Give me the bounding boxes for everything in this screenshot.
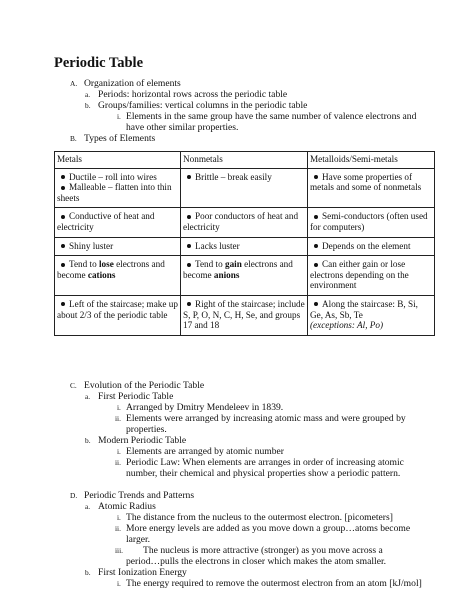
- bullet-icon: [61, 175, 65, 179]
- table-cell: [308, 168, 435, 208]
- list-item: Modern Periodic Table: [98, 435, 187, 446]
- table-row: [55, 168, 435, 208]
- column-header: Nonmetals: [181, 152, 308, 169]
- list-marker: iii.: [115, 546, 124, 555]
- bullet-icon: [187, 302, 191, 306]
- section-c-heading: Evolution of the Periodic Table: [84, 380, 205, 391]
- cell-note: (exceptions: Al, Po): [310, 320, 384, 331]
- list-marker: a.: [85, 502, 91, 511]
- cell-text-bold: gain: [224, 259, 242, 270]
- cell-text: Have some properties of metals and some of nonmetals: [310, 171, 422, 193]
- table-cell: [308, 295, 435, 335]
- bullet-icon: [187, 263, 191, 267]
- list-marker: i.: [117, 447, 121, 456]
- list-item-continuation: period…pulls the electrons in closer which makes the atom smaller.: [126, 556, 387, 567]
- bullet-icon: [61, 244, 65, 248]
- cell-text: Semi-conductors (often used for computers): [310, 211, 428, 232]
- section-d-marker: D.: [70, 491, 78, 500]
- cell-text: Ductile – roll into wires: [69, 171, 157, 182]
- list-item-continuation: larger.: [126, 534, 151, 545]
- section-a-heading: Organization of elements: [84, 78, 181, 89]
- bullet-icon: [187, 215, 191, 219]
- table-cell: [181, 237, 308, 256]
- cell-text: Tend to: [195, 259, 225, 270]
- cell-text: Depends on the element: [322, 240, 411, 251]
- list-marker: a.: [85, 90, 91, 99]
- cell-text: Poor conductors of heat and electricity: [183, 211, 299, 232]
- table-row: [55, 295, 435, 335]
- cell-text: Brittle – break easily: [195, 171, 272, 182]
- list-marker: ii.: [115, 458, 121, 467]
- bullet-icon: [61, 215, 65, 219]
- list-marker: ii.: [115, 524, 121, 533]
- table-cell: [181, 208, 308, 237]
- bullet-icon: [314, 175, 318, 179]
- bullet-icon: [314, 263, 318, 267]
- list-item: First Ionization Energy: [98, 567, 187, 578]
- table-row: [55, 208, 435, 237]
- section-d-heading: Periodic Trends and Patterns: [84, 490, 195, 501]
- table-cell: [308, 237, 435, 256]
- list-item: Atomic Radius: [98, 501, 156, 512]
- page-title: Periodic Table: [54, 55, 144, 71]
- list-marker: b.: [85, 436, 91, 445]
- bullet-icon: [61, 263, 65, 267]
- section-b-heading: Types of Elements: [84, 133, 156, 144]
- table-cell: [55, 208, 181, 237]
- cell-text: Lacks luster: [195, 240, 240, 251]
- table-cell: [181, 295, 308, 335]
- bullet-icon: [314, 302, 318, 306]
- cell-text: electrons and become: [183, 259, 293, 280]
- list-item: The nucleus is more attractive (stronger) as you move across a: [143, 545, 383, 556]
- table-cell: [181, 256, 308, 296]
- list-item: More energy levels are added as you move down a group…atoms become: [126, 523, 411, 534]
- bullet-icon: [314, 244, 318, 248]
- list-marker: b.: [85, 568, 91, 577]
- list-item-continuation: properties.: [126, 424, 167, 435]
- table-cell: [55, 237, 181, 256]
- column-header: Metals: [55, 152, 181, 169]
- cell-text: electrons and become: [57, 259, 165, 280]
- table-row: [55, 256, 435, 296]
- cell-text: Along the staircase: B, Si, Ge, As, Sb, Te: [310, 298, 418, 320]
- table-cell: [308, 208, 435, 237]
- list-item: Elements in the same group have the same number of valence electrons and: [126, 111, 417, 122]
- list-marker: i.: [117, 513, 121, 522]
- column-header: Metalloids/Semi-metals: [308, 152, 435, 169]
- list-marker: ii.: [115, 414, 121, 423]
- list-marker: b.: [85, 101, 91, 110]
- list-item: The energy required to remove the outermost electron from an atom [kJ/mol]: [126, 578, 422, 589]
- list-item: First Periodic Table: [98, 391, 174, 402]
- list-marker: i.: [117, 403, 121, 412]
- section-c-marker: C.: [70, 381, 77, 390]
- list-item: The distance from the nucleus to the outermost electron. [picometers]: [126, 512, 393, 523]
- element-types-table: [54, 151, 435, 336]
- table-cell: [55, 295, 181, 335]
- bullet-icon: [314, 215, 318, 219]
- cell-text: Can either gain or lose electrons depending on the environment: [310, 259, 409, 291]
- cell-text: Conductive of heat and electricity: [57, 211, 155, 232]
- table-cell: [308, 256, 435, 296]
- table-cell: [55, 256, 181, 296]
- list-item: Arranged by Dmitry Mendeleev in 1839.: [126, 402, 284, 413]
- cell-text: Shiny luster: [69, 240, 114, 251]
- cell-text-bold: anions: [213, 269, 240, 280]
- list-marker: a.: [85, 392, 91, 401]
- table-row: [55, 237, 435, 256]
- cell-text: Left of the staircase; make up about 2/3 of the periodic table: [57, 298, 178, 320]
- list-item: Elements were arranged by increasing atomic mass and were grouped by: [126, 413, 406, 424]
- bullet-icon: [187, 244, 191, 248]
- table-cell: [181, 168, 308, 208]
- list-item: Elements are arranged by atomic number: [126, 446, 284, 457]
- table-cell: [55, 168, 181, 208]
- bullet-icon: [61, 186, 65, 190]
- list-marker: i.: [117, 579, 121, 588]
- table-header-row: [55, 152, 435, 169]
- bullet-icon: [61, 302, 65, 306]
- cell-text: Tend to: [69, 259, 99, 270]
- list-item: Periodic Law: When elements are arranges in order of increasing atomic: [126, 457, 404, 468]
- list-item: Periods: horizontal rows across the periodic table: [98, 89, 288, 100]
- cell-text: Right of the staircase; include S, P, O, N, C, H, Se, and groups 17 and 18: [183, 298, 305, 331]
- bullet-icon: [187, 175, 191, 179]
- cell-text-bold: lose: [98, 259, 114, 270]
- cell-text: Malleable – flatten into thin sheets: [57, 182, 172, 203]
- list-item-continuation: have other similar properties.: [126, 122, 239, 133]
- cell-text-bold: cations: [87, 269, 116, 280]
- list-item-continuation: number, their chemical and physical properties show a periodic pattern.: [126, 468, 401, 479]
- list-marker: i.: [117, 112, 121, 121]
- list-item: Groups/families: vertical columns in the periodic table: [98, 100, 308, 111]
- section-a-marker: A.: [70, 79, 78, 88]
- section-b-marker: B.: [70, 134, 77, 143]
